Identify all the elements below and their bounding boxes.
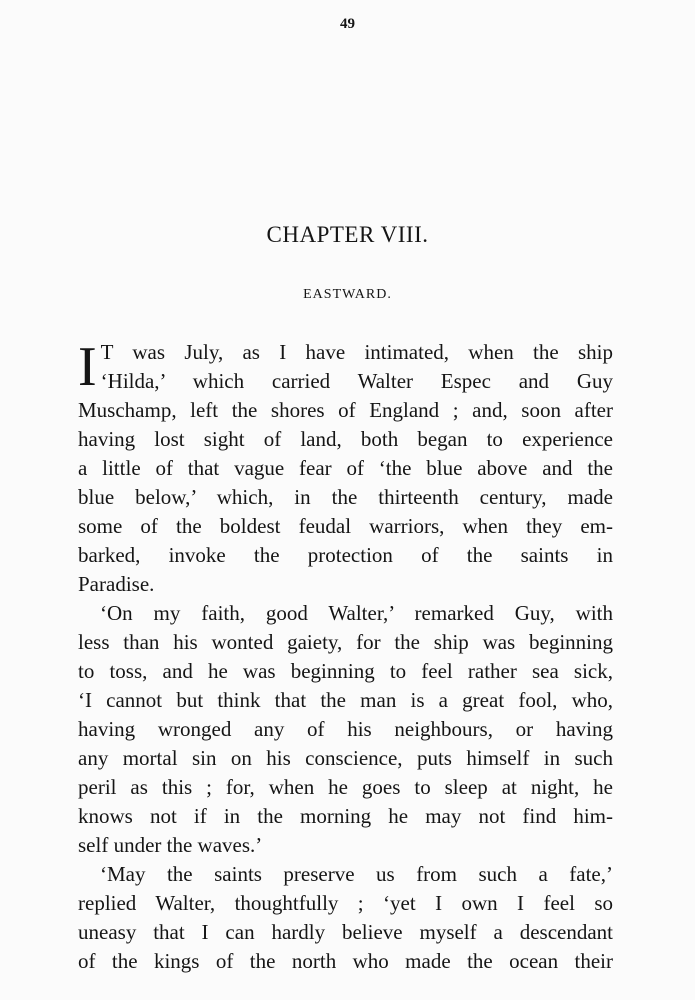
text-line: any mortal sin on his conscience, puts himself in such [78, 746, 613, 770]
text-line: having lost sight of land, both began to experience [78, 427, 613, 451]
text-line: replied Walter, thoughtfully ; ‘yet I own I feel so [78, 891, 613, 915]
text-line: to toss, and he was beginning to feel rather sea sick, [78, 659, 613, 683]
text-line: blue below,’ which, in the thirteenth century, made [78, 485, 613, 509]
text-line: ‘Hilda,’ which carried Walter Espec and Guy [100, 369, 613, 393]
text-line: uneasy that I can hardly believe myself a descendant [78, 920, 613, 944]
text-line: ‘May the saints preserve us from such a fate,’ [100, 862, 613, 886]
text-line: a little of that vague fear of ‘the blue above and the [78, 456, 613, 480]
chapter-text [78, 338, 613, 976]
text-line: having wronged any of his neighbours, or having [78, 717, 613, 741]
text-line: ‘I cannot but think that the man is a great fool, who, [78, 688, 613, 712]
text-line: self under the waves.’ [78, 833, 263, 857]
text-line: Paradise. [78, 572, 155, 596]
text-line: barked, invoke the protection of the saints in [78, 543, 613, 567]
page-number: 49 [340, 16, 355, 32]
chapter-title: CHAPTER VIII. [266, 222, 429, 247]
text-line: of the kings of the north who made the ocean their [78, 949, 613, 973]
text-line: knows not if in the morning he may not find him- [78, 804, 613, 828]
drop-cap-letter: I [78, 336, 97, 398]
text-line: peril as this ; for, when he goes to sleep at night, he [78, 775, 613, 799]
chapter-subtitle: EASTWARD. [303, 287, 392, 302]
text-line: some of the boldest feudal warriors, when they em- [78, 514, 613, 538]
text-line: T was July, as I have intimated, when the ship [100, 340, 613, 364]
text-line: less than his wonted gaiety, for the ship was beginning [78, 630, 613, 654]
text-line: ‘On my faith, good Walter,’ remarked Guy, with [100, 601, 613, 625]
text-line: Muschamp, left the shores of England ; and, soon after [78, 398, 613, 422]
